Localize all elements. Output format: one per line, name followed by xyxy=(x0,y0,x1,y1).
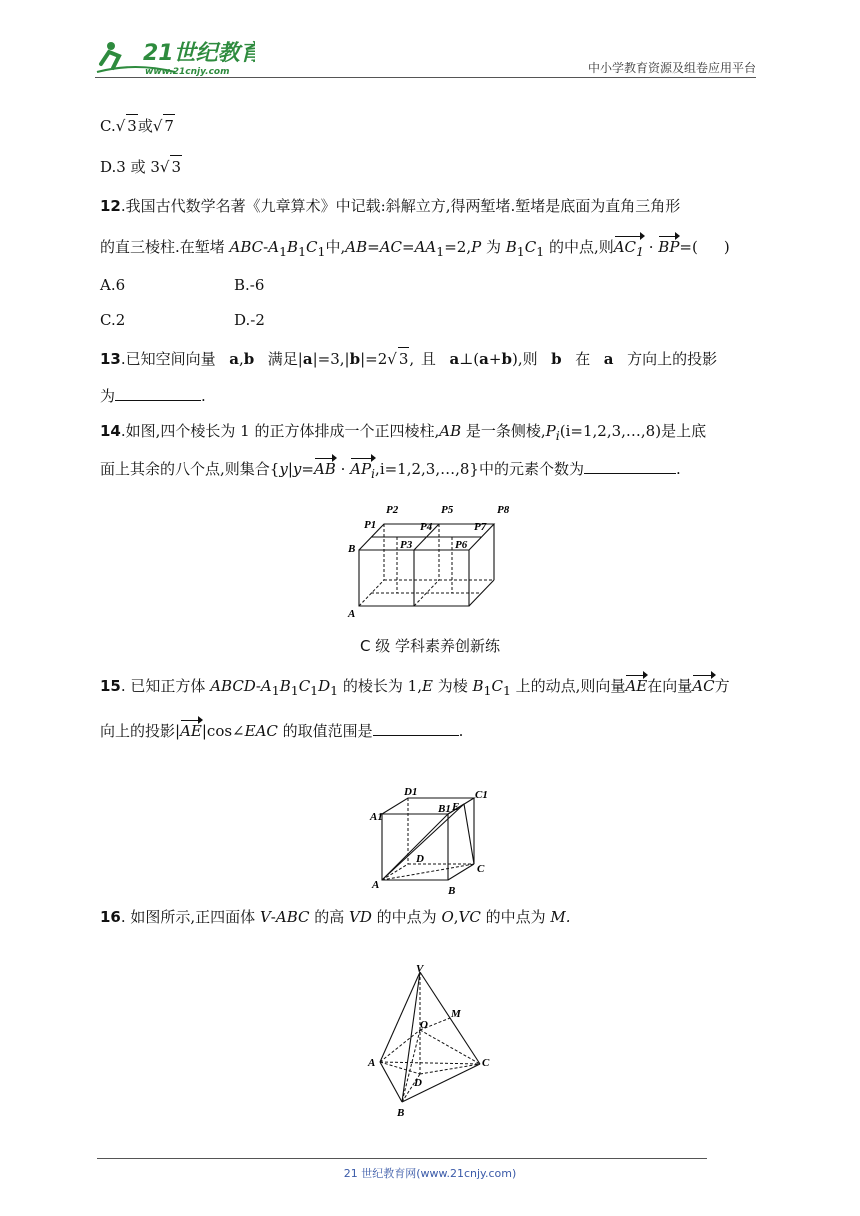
q13-line2: 为 . xyxy=(100,387,206,405)
label-p4: P4 xyxy=(420,521,433,533)
q15-t2c: 的取值范围是 xyxy=(277,722,373,740)
q14-line2: 面上其余的八个点,则集合$\{y|y=AB \cdot AP_i,i=1,2,3,\dots,8\}$中的元素个数为 . xyxy=(100,458,681,485)
label-v: V xyxy=(416,963,424,975)
q11-c-or: 或 xyxy=(137,117,153,135)
q14-t2b: ,i=1,2,3,…,8}中的元素个数为 xyxy=(375,460,584,478)
section-title: C 级 学科素养创新练 xyxy=(359,637,500,655)
platform-name: 中小学教育资源及组卷应用平台 xyxy=(587,61,756,75)
q12-line1 xyxy=(100,195,680,217)
q13-t1f: 方向上的投影 xyxy=(627,350,718,368)
q15-t1a: . 已知正方体 xyxy=(120,677,211,695)
q15-number: 15 xyxy=(100,677,121,695)
q13-t1a: .已知空间向量 xyxy=(120,350,216,368)
label-c1: C1 xyxy=(475,789,488,801)
q15-line1: 15. 已知正方体 ABCD-$A_1B_1C_1D_1$ 的棱长为 1,E 为棱 $B_1C_1$ 上的动点,则向量AE在向量AC方 xyxy=(100,677,730,698)
label-d1: D1 xyxy=(404,786,418,798)
q11-d-prefix: D.3 或 3 xyxy=(100,158,160,176)
label-b1: B1 xyxy=(438,803,451,815)
svg-text:21世纪教育: 21世纪教育 xyxy=(143,41,255,66)
q13-t1d: 则 xyxy=(522,350,538,368)
q16-t1c: 的中点为 xyxy=(371,908,442,926)
label-a: A xyxy=(368,1057,376,1069)
q15-t1f: 方 xyxy=(714,677,730,695)
footer-link[interactable]: 21 世纪教育网(www.21cnjy.com) xyxy=(343,1167,517,1180)
label-c: C xyxy=(477,863,485,875)
q16-figure-tetrahedron xyxy=(360,962,500,1126)
q12-option-d: D.-2 xyxy=(234,311,265,329)
label-b: B xyxy=(448,885,456,897)
q13-line1: 13.已知空间向量 a,b 满足|a|=3,|b|=2√ 3, 且 a⊥(a+b),则 b 在 a 方向上的投影 xyxy=(100,347,717,370)
label-p2: P2 xyxy=(386,504,399,516)
q11-option-d: D.3 或 3√ 3 xyxy=(100,155,182,178)
label-a1: A1 xyxy=(370,811,383,823)
label-p8: P8 xyxy=(497,504,510,516)
q12-number: 12 xyxy=(100,197,121,215)
q11-c-prefix: C. xyxy=(100,117,116,135)
q12-t2b: 中, xyxy=(325,238,346,256)
q11-option-c: C.√ 3或√ 7 xyxy=(100,114,175,137)
q12-t2c: , xyxy=(466,238,472,256)
q12-t2f: =( xyxy=(679,238,698,256)
q13-number: 13 xyxy=(100,350,121,368)
q12-t2a: 的直三棱柱.在堑堵 xyxy=(100,238,230,256)
q12-options-row2 xyxy=(100,309,265,331)
label-p6: P6 xyxy=(455,539,468,551)
q14-answer-blank[interactable] xyxy=(584,459,676,474)
header-divider xyxy=(95,77,756,78)
label-b: B xyxy=(397,1107,405,1119)
q13-answer-blank[interactable] xyxy=(115,386,201,401)
q12-option-c: C.2 xyxy=(100,311,126,329)
q12-line2: 的直三棱柱.在堑堵 ABC-$A_1B_1C_1$中$,AB=AC=AA_1=2,P$ 为 $B_1C_1$ 的中点,则$AC_1 \cdot BP=$( ) xyxy=(100,236,730,263)
q14-t1a: .如图,四个棱长为 1 的正方体排成一个正四棱柱, xyxy=(120,422,440,440)
q14-t1b: 是一条侧棱, xyxy=(461,422,546,440)
q16-t1d: 的中点为 xyxy=(480,908,551,926)
label-b: B xyxy=(348,543,356,555)
q15-t1e: 在向量 xyxy=(647,677,693,695)
q15-t2b: |cos∠ xyxy=(201,722,245,740)
q12-t2d: 为 xyxy=(481,238,506,256)
label-a: A xyxy=(372,879,380,891)
q12-option-b: B.-6 xyxy=(234,276,265,294)
q13-t1e: 在 xyxy=(575,350,591,368)
q15-t1d: 上的动点,则向量 xyxy=(510,677,626,695)
label-e: E xyxy=(452,801,460,813)
label-p3: P3 xyxy=(400,539,413,551)
q15-t2a: 向上的投影| xyxy=(100,722,181,740)
footer-divider xyxy=(97,1158,707,1159)
q14-number: 14 xyxy=(100,422,121,440)
q15-t1c: 为棱 xyxy=(432,677,473,695)
q16-t1b: 的高 xyxy=(309,908,350,926)
q12-options-row1 xyxy=(100,274,264,296)
q14-line1: 14.如图,四个棱长为 1 的正方体排成一个正四棱柱,AB 是一条侧棱$,P_i(i=1,2,3,\dots,8)$是上底 xyxy=(100,422,707,443)
label-p7: P7 xyxy=(474,521,487,533)
q13-t1c: 且 xyxy=(420,350,436,368)
q16-line1: 16. 如图所示,正四面体 V-ABC 的高 VD 的中点为 O,VC 的中点为 M. xyxy=(100,908,571,926)
label-o: O xyxy=(420,1019,428,1031)
q15-line2: 向上的投影|AE|cos∠EAC 的取值范围是 . xyxy=(100,722,464,740)
q12-t2e: 的中点,则 xyxy=(544,238,614,256)
q15-figure-cube xyxy=(368,784,498,903)
label-d: D xyxy=(416,853,424,865)
label-d: D xyxy=(414,1077,422,1089)
q13-t2: 为 xyxy=(100,387,116,405)
label-c: C xyxy=(482,1057,490,1069)
label-p5: P5 xyxy=(441,504,454,516)
q15-answer-blank[interactable] xyxy=(373,721,459,736)
label-p1: P1 xyxy=(364,519,377,531)
q16-t1a: . 如图所示,正四面体 xyxy=(120,908,260,926)
q14-t2a: 面上其余的八个点,则集合{ xyxy=(100,460,280,478)
q12-t2g: ) xyxy=(723,238,730,256)
brand-logo xyxy=(95,38,255,78)
q15-t1b: 的棱长为 1, xyxy=(338,677,422,695)
q14-t1c: (i=1,2,3,…,8)是上底 xyxy=(559,422,707,440)
q12-text1: .我国古代数学名著《九章算术》中记载:斜解立方,得两堑堵.堑堵是底面为直角三角形 xyxy=(120,197,681,215)
q16-number: 16 xyxy=(100,908,121,926)
label-a: A xyxy=(348,608,356,620)
q14-figure-prism xyxy=(344,500,524,624)
label-m: M xyxy=(451,1008,461,1020)
q12-option-a: A.6 xyxy=(100,276,126,294)
q13-t1b: 满足 xyxy=(267,350,298,368)
svg-text:www.21cnjy.com: www.21cnjy.com xyxy=(145,67,230,77)
